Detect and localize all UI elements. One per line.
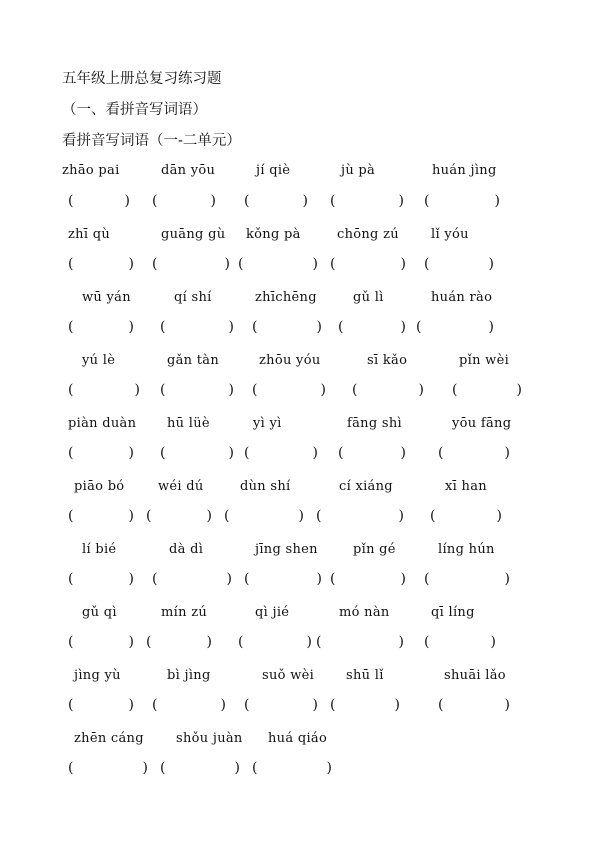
pinyin-row — [0, 542, 600, 566]
answer-row — [0, 697, 600, 719]
answer-blank[interactable]: ( ) — [424, 634, 496, 650]
pinyin-word: zhōu yóu — [259, 353, 321, 368]
answer-blank[interactable]: ( ) — [330, 256, 406, 272]
answer-blank[interactable]: ( ) — [330, 571, 406, 587]
answer-blank[interactable]: ( ) — [452, 382, 522, 398]
pinyin-word: gǎn tàn — [167, 353, 220, 368]
answer-blank[interactable]: ( ) — [68, 193, 130, 209]
section-heading: （一、看拼音写词语） — [62, 102, 207, 118]
answer-blank[interactable]: ( ) — [160, 382, 234, 398]
answer-blank[interactable]: ( ) — [416, 319, 494, 335]
answer-blank[interactable]: ( ) — [244, 571, 322, 587]
pinyin-word: jìng yù — [74, 668, 121, 683]
answer-blank[interactable]: ( ) — [252, 319, 322, 335]
pinyin-word: mó nàn — [339, 605, 390, 620]
answer-blank[interactable]: ( ) — [160, 319, 234, 335]
answer-blank[interactable]: ( ) — [316, 508, 404, 524]
pinyin-word: pǐn gé — [353, 542, 396, 557]
answer-blank[interactable]: ( ) — [316, 634, 404, 650]
pinyin-word: qí shí — [174, 290, 212, 305]
pinyin-word: lí bié — [82, 542, 117, 557]
pinyin-word: shǒu juàn — [176, 731, 243, 746]
answer-blank[interactable]: ( ) — [424, 193, 500, 209]
pinyin-row — [0, 163, 600, 187]
pinyin-word: gǔ qì — [82, 605, 117, 620]
pinyin-word: dùn shí — [240, 479, 291, 494]
worksheet-title: 五年级上册总复习练习题 — [62, 71, 222, 87]
answer-blank[interactable]: ( ) — [424, 256, 494, 272]
pinyin-word: kǒng pà — [246, 227, 301, 242]
answer-blank[interactable]: ( ) — [430, 508, 502, 524]
answer-row — [0, 319, 600, 341]
answer-blank[interactable]: ( ) — [252, 382, 326, 398]
pinyin-word: zhī qù — [68, 227, 111, 242]
pinyin-word: chōng zú — [337, 227, 399, 242]
answer-blank[interactable]: ( ) — [152, 193, 216, 209]
answer-row — [0, 571, 600, 593]
pinyin-word: qì jié — [255, 605, 290, 620]
answer-blank[interactable]: ( ) — [68, 445, 134, 461]
pinyin-row — [0, 668, 600, 692]
pinyin-word: dà dì — [169, 542, 204, 557]
pinyin-word: fāng shì — [347, 416, 402, 431]
answer-blank[interactable]: ( ) — [244, 697, 318, 713]
pinyin-word: jí qiè — [256, 163, 291, 178]
pinyin-row — [0, 227, 600, 251]
pinyin-word: sī kǎo — [367, 353, 408, 368]
pinyin-word: huán rào — [431, 290, 493, 305]
pinyin-word: cí xiáng — [339, 479, 393, 494]
pinyin-word: qī líng — [431, 605, 475, 620]
pinyin-word: zhēn cáng — [74, 731, 144, 746]
pinyin-word: mín zú — [161, 605, 208, 620]
pinyin-word: pǐn wèi — [459, 353, 510, 368]
answer-blank[interactable]: ( ) — [352, 382, 424, 398]
pinyin-word: jīng shen — [255, 542, 318, 557]
pinyin-word: huá qiáo — [268, 731, 328, 746]
answer-blank[interactable]: ( ) — [330, 697, 400, 713]
pinyin-word: yōu fāng — [452, 416, 512, 431]
pinyin-word: zhāo pai — [62, 163, 120, 178]
answer-blank[interactable]: ( ) — [68, 760, 148, 776]
pinyin-word: yì yì — [253, 416, 282, 431]
answer-row — [0, 508, 600, 530]
answer-blank[interactable]: ( ) — [238, 634, 312, 650]
pinyin-word: wéi dú — [158, 479, 204, 494]
answer-blank[interactable]: ( ) — [244, 193, 308, 209]
answer-blank[interactable]: ( ) — [152, 697, 226, 713]
answer-row — [0, 193, 600, 215]
pinyin-word: líng hún — [438, 542, 495, 557]
answer-row — [0, 445, 600, 467]
answer-blank[interactable]: ( ) — [238, 256, 318, 272]
answer-blank[interactable]: ( ) — [338, 319, 406, 335]
answer-blank[interactable]: ( ) — [152, 256, 230, 272]
answer-blank[interactable]: ( ) — [68, 697, 134, 713]
answer-blank[interactable]: ( ) — [438, 445, 510, 461]
answer-blank[interactable]: ( ) — [146, 634, 212, 650]
answer-blank[interactable]: ( ) — [160, 445, 234, 461]
answer-blank[interactable]: ( ) — [424, 571, 510, 587]
answer-blank[interactable]: ( ) — [68, 634, 134, 650]
answer-blank[interactable]: ( ) — [330, 193, 404, 209]
answer-blank[interactable]: ( ) — [68, 382, 140, 398]
answer-blank[interactable]: ( ) — [68, 571, 134, 587]
pinyin-word: yú lè — [82, 353, 116, 368]
pinyin-word: bì jìng — [167, 668, 211, 683]
pinyin-row — [0, 416, 600, 440]
answer-row — [0, 256, 600, 278]
answer-blank[interactable]: ( ) — [224, 508, 304, 524]
pinyin-word: hū lüè — [167, 416, 210, 431]
subsection-heading: 看拼音写词语（一-二单元） — [62, 133, 241, 149]
answer-row — [0, 760, 600, 782]
pinyin-row — [0, 731, 600, 755]
answer-blank[interactable]: ( ) — [68, 256, 134, 272]
pinyin-word: piāo bó — [74, 479, 125, 494]
pinyin-word: xī han — [445, 479, 487, 494]
answer-blank[interactable]: ( ) — [68, 319, 134, 335]
answer-blank[interactable]: ( ) — [338, 445, 406, 461]
pinyin-word: suǒ wèi — [262, 668, 315, 683]
answer-blank[interactable]: ( ) — [152, 571, 232, 587]
answer-blank[interactable]: ( ) — [160, 760, 240, 776]
pinyin-word: piàn duàn — [68, 416, 137, 431]
answer-row — [0, 382, 600, 404]
pinyin-word: huán jìng — [432, 163, 497, 178]
pinyin-row — [0, 479, 600, 503]
pinyin-word: dān yōu — [161, 163, 216, 178]
pinyin-word: shū lǐ — [346, 668, 384, 683]
pinyin-word: guāng gù — [161, 227, 226, 242]
pinyin-word: shuāi lǎo — [444, 668, 506, 683]
answer-row — [0, 634, 600, 656]
answer-blank[interactable]: ( ) — [68, 508, 134, 524]
pinyin-word: zhīchēng — [255, 290, 317, 305]
pinyin-row — [0, 605, 600, 629]
answer-blank[interactable]: ( ) — [252, 760, 332, 776]
pinyin-row — [0, 353, 600, 377]
pinyin-word: wū yán — [82, 290, 131, 305]
pinyin-word: gǔ lì — [353, 290, 384, 305]
pinyin-word: lǐ yóu — [431, 227, 469, 242]
pinyin-word: jù pà — [341, 163, 376, 178]
answer-blank[interactable]: ( ) — [438, 697, 510, 713]
answer-blank[interactable]: ( ) — [146, 508, 212, 524]
answer-blank[interactable]: ( ) — [244, 445, 318, 461]
pinyin-row — [0, 290, 600, 314]
